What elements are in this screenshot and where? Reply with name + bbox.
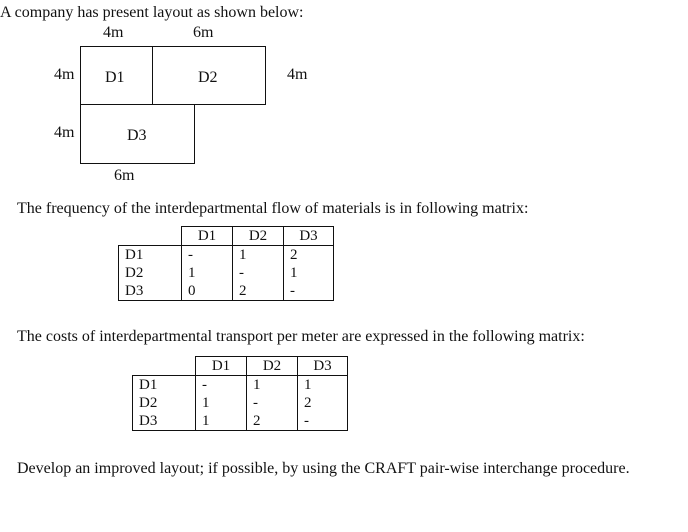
cost-matrix-row-label: D3	[133, 412, 196, 431]
flow-matrix-header: D3	[284, 227, 334, 246]
flow-matrix-cell: 1	[182, 264, 233, 282]
flow-matrix-table	[118, 226, 334, 301]
table-row	[133, 376, 348, 395]
table-row	[133, 394, 348, 412]
department-d3-label: D3	[127, 127, 147, 144]
dim-left-top: 4m	[54, 66, 75, 83]
dim-top-right: 6m	[193, 24, 214, 41]
flow-matrix-row-label: D2	[119, 264, 182, 282]
flow-matrix-cell: -	[284, 282, 334, 301]
cost-matrix-header: D2	[247, 357, 298, 376]
dim-bottom: 6m	[114, 167, 135, 184]
cost-caption: The costs of interdepartmental transport per meter are expressed in the following matrix:	[17, 328, 585, 345]
flow-matrix-cell: 1	[284, 264, 334, 282]
flow-matrix-cell: 0	[182, 282, 233, 301]
cost-matrix-cell: -	[196, 376, 247, 395]
dim-left-bottom: 4m	[54, 124, 75, 141]
cost-matrix-cell: -	[247, 394, 298, 412]
flow-matrix-cell: 2	[284, 246, 334, 265]
department-d1-label: D1	[105, 69, 125, 86]
flow-matrix-row-label: D3	[119, 282, 182, 301]
table-row	[119, 246, 334, 265]
flow-caption: The frequency of the interdepartmental flow of materials is in following matrix:	[17, 200, 529, 217]
cost-matrix-row-label: D1	[133, 376, 196, 395]
table-row	[133, 357, 348, 376]
dim-right: 4m	[287, 66, 308, 83]
cost-matrix-cell: 1	[298, 376, 348, 395]
cost-matrix-row-label: D2	[133, 394, 196, 412]
cost-matrix-cell: -	[298, 412, 348, 431]
cost-matrix-table	[132, 356, 348, 431]
task-paragraph: Develop an improved layout; if possible, by using the CRAFT pair-wise interchange procedure.	[17, 460, 630, 477]
table-row	[119, 227, 334, 246]
flow-matrix-row-label: D1	[119, 246, 182, 265]
flow-matrix-cell: 2	[233, 282, 284, 301]
flow-matrix-cell: -	[233, 264, 284, 282]
cost-matrix-header: D3	[298, 357, 348, 376]
dim-top-left: 4m	[103, 24, 124, 41]
cost-matrix-corner	[133, 357, 196, 376]
flow-matrix-header: D1	[182, 227, 233, 246]
cost-matrix-cell: 2	[247, 412, 298, 431]
intro-text: A company has present layout as shown below:	[0, 4, 304, 21]
cost-matrix-cell: 1	[196, 412, 247, 431]
flow-matrix-cell: 1	[233, 246, 284, 265]
cost-matrix-cell: 2	[298, 394, 348, 412]
cost-matrix-header: D1	[196, 357, 247, 376]
flow-matrix-corner	[119, 227, 182, 246]
department-d2-label: D2	[198, 69, 218, 86]
table-row	[133, 412, 348, 431]
table-row	[119, 264, 334, 282]
cost-matrix-cell: 1	[247, 376, 298, 395]
table-row	[119, 282, 334, 301]
flow-matrix-cell: -	[182, 246, 233, 265]
cost-matrix-cell: 1	[196, 394, 247, 412]
flow-matrix-header: D2	[233, 227, 284, 246]
